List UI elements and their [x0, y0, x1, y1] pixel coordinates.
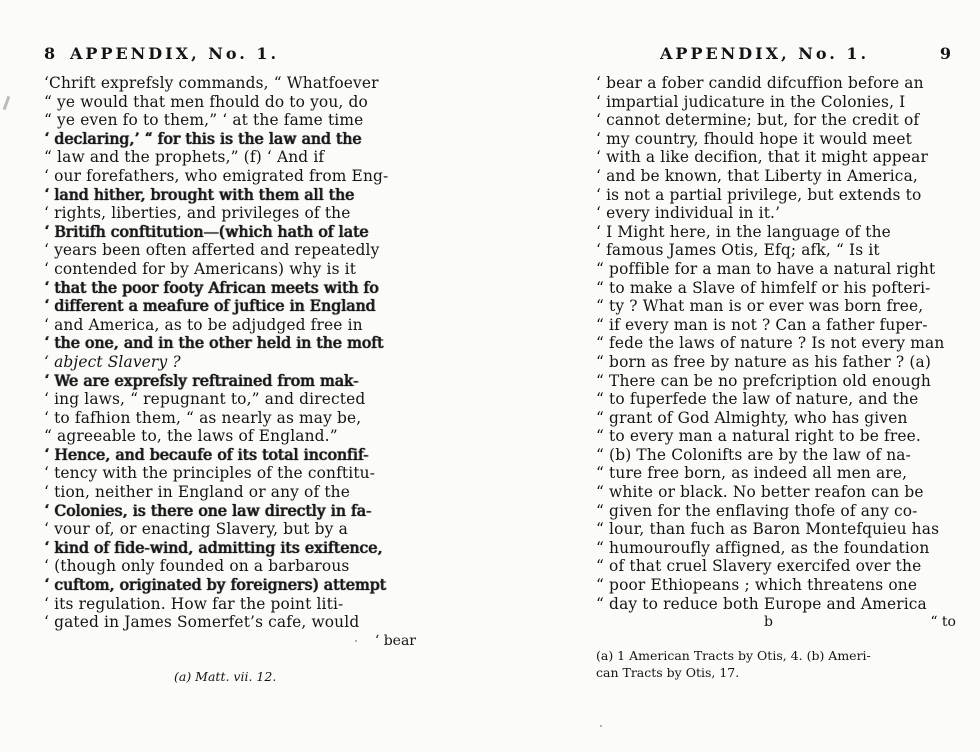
right-page: [596, 44, 960, 681]
text-line: ‘ land hither, brought with them all the: [44, 185, 355, 204]
right-page-foot: [596, 613, 960, 631]
text-line: “ humouroufly affigned, as the foundation: [596, 538, 930, 557]
margin-mark: [3, 96, 11, 110]
text-line: “ poor Ethiopeans ; which threatens one: [596, 576, 918, 595]
text-line: ‘ gated in James Somerfet’s cafe, would: [44, 613, 360, 632]
signature-mark: b: [764, 614, 773, 631]
text-line: ‘ cannot determine; but, for the credit of: [596, 111, 920, 130]
text-line: ‘ every individual in it.’: [596, 204, 781, 223]
left-running-head: APPENDIX, No. 1.: [70, 44, 280, 63]
text-line: ‘ ing laws, “ repugnant to,” and directed: [44, 390, 366, 409]
text-line: ‘ kind of fide-wind, admitting its exiftence,: [44, 538, 383, 557]
text-line: ‘ our forefathers, who emigrated from Eng-: [44, 166, 389, 185]
text-line: “ lour, than fuch as Baron Montefquieu has: [596, 520, 940, 539]
text-line: “ ye would that men fhould do to you, do: [44, 92, 368, 111]
right-footnotes: [596, 647, 958, 681]
text-line: ‘ declaring,’ “ for this is the law and the: [44, 129, 362, 148]
text-line: ‘ years been often afferted and repeatedly: [44, 241, 380, 260]
text-line: ‘ bear a fober candid difcuffion before an: [596, 74, 924, 92]
text-line: “ There can be no prefcription old enough: [596, 371, 931, 390]
text-line: “ to make a Slave of himfelf or his pofteri-: [596, 278, 931, 297]
text-line: “ day to reduce both Europe and America: [596, 594, 927, 613]
text-line: ‘ We are exprefsly reftrained from mak-: [44, 371, 359, 390]
text-line: ‘ rights, liberties, and privileges of the: [44, 204, 351, 223]
text-line: ‘ abject Slavery ?: [44, 352, 181, 371]
text-line: ‘ its regulation. How far the point liti-: [44, 594, 344, 613]
text-line: “ agreeable to, the laws of England.”: [44, 427, 338, 446]
left-page: [44, 44, 424, 685]
text-line: “ law and the prophets,” (f) ‘ And if: [44, 148, 325, 167]
text-line: “ born as free by nature as his father ? (a): [596, 352, 931, 371]
right-page-number: 9: [939, 44, 954, 63]
right-running-head: APPENDIX, No. 1.: [660, 44, 870, 63]
text-line: “ if every man is not ? Can a father fuper-: [596, 315, 928, 334]
left-page-text: [44, 74, 424, 632]
text-line: ‘ and be known, that Liberty in America,: [596, 166, 918, 185]
right-page-text: [596, 74, 960, 613]
text-line: ‘ with a like decifion, that it might appear: [596, 148, 929, 167]
text-line: “ white or black. No better reafon can be: [596, 483, 924, 502]
text-line: “ fede the laws of nature ? Is not every man: [596, 334, 945, 353]
text-line: “ to every man a natural right to be free.: [596, 427, 921, 446]
text-line: “ grant of God Almighty, who has given: [596, 408, 908, 427]
left-footnote: (a) Matt. vii. 12.: [174, 668, 277, 684]
text-line: ‘ Britifh conftitution—(which hath of late: [44, 222, 369, 241]
footnote-line: can Tracts by Otis, 17.: [596, 665, 740, 681]
text-line: ‘ I Might here, in the language of the: [596, 222, 891, 241]
right-catchword: “ to: [930, 614, 956, 631]
text-line: “ of that cruel Slavery exercifed over the: [596, 557, 922, 576]
text-line: “ ty ? What man is or ever was born free,: [596, 297, 924, 316]
text-line: ‘ is not a partial privilege, but extends to: [596, 185, 922, 204]
text-line: ‘ tency with the principles of the conftitu-: [44, 464, 376, 483]
left-page-header: [44, 44, 424, 68]
text-line: ‘ Hence, and becaufe of its total inconfif-: [44, 445, 369, 464]
text-line: “ to fuperfede the law of nature, and the: [596, 390, 919, 409]
text-line: ‘ different a meafure of juftice in England: [44, 297, 376, 316]
footnote-line: (a) 1 American Tracts by Otis, 4. (b) Ameri-: [596, 648, 871, 664]
left-catchword: ‘ bear: [374, 632, 416, 649]
text-line: “ ye even fo to them,” ‘ at the fame time: [44, 111, 364, 130]
left-page-number: 8: [44, 44, 59, 63]
text-line: ‘ Colonies, is there one law directly in fa-: [44, 501, 372, 520]
text-line: ‘ vour of, or enacting Slavery, but by a: [44, 520, 348, 539]
text-line: ‘ tion, neither in England or any of the: [44, 483, 350, 502]
paper-speck: [600, 725, 602, 727]
text-line: ‘Chrift exprefsly commands, “ Whatfoever: [44, 74, 379, 92]
text-line: “ ture free born, as indeed all men are,: [596, 464, 908, 483]
text-line: “ poffible for a man to have a natural right: [596, 259, 936, 278]
text-line: “ given for the enflaving thofe of any co-: [596, 501, 918, 520]
text-line: ‘ and America, as to be adjudged free in: [44, 315, 363, 334]
text-line: ‘ famous James Otis, Efq; afk, “ Is it: [596, 241, 880, 260]
text-line: ‘ that the poor footy African meets with fo: [44, 278, 379, 297]
text-line: “ (b) The Colonifts are by the law of na-: [596, 445, 911, 464]
text-line: ‘ to fafhion them, “ as nearly as may be,: [44, 408, 362, 427]
text-line: ‘ impartial judicature in the Colonies, I: [596, 92, 906, 111]
text-line: ‘ my country, fhould hope it would meet: [596, 129, 912, 148]
text-line: ‘ contended for by Americans) why is it: [44, 259, 357, 278]
text-line: ‘ the one, and in the other held in the moft: [44, 334, 384, 353]
text-line: ‘ (though only founded on a barbarous: [44, 557, 350, 576]
right-page-header: [596, 44, 960, 68]
text-line: ‘ cuftom, originated by foreigners) attempt: [44, 576, 386, 595]
